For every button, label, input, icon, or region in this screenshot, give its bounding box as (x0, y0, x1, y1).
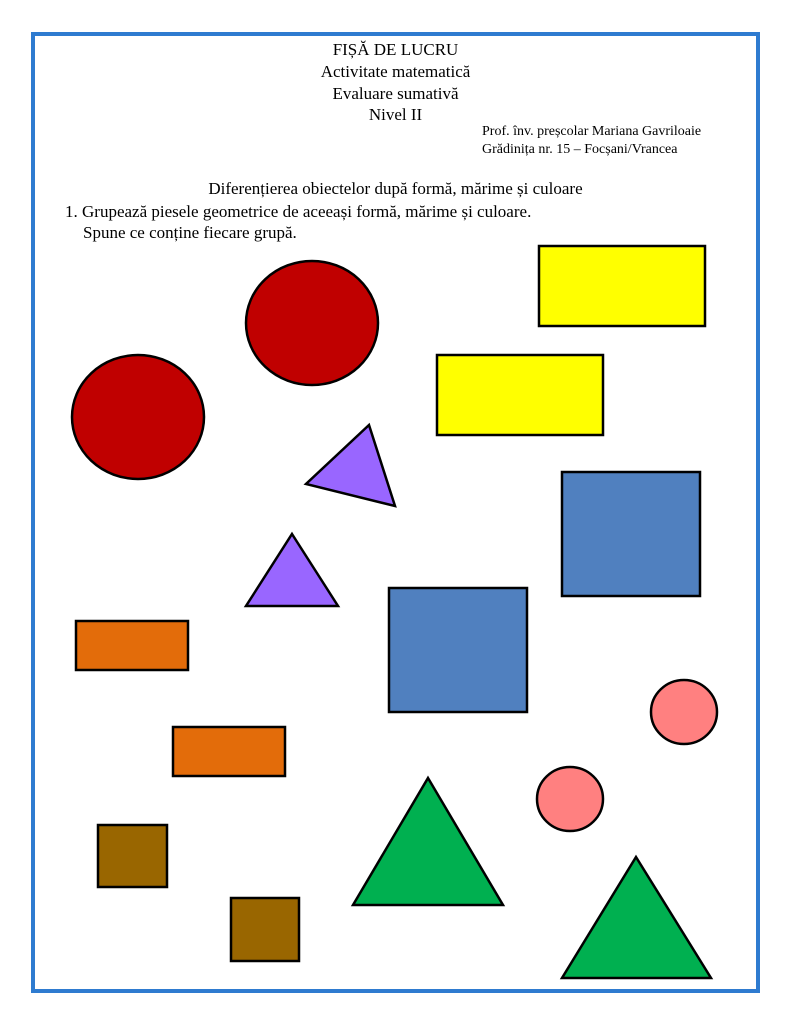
evaluation-label: Evaluare sumativă (332, 84, 459, 103)
blue-square-center (389, 588, 527, 712)
red-circle-large-top (246, 261, 378, 385)
orange-rectangle-bottom (173, 727, 285, 776)
brown-square-left (98, 825, 167, 887)
red-circle-large-left (72, 355, 204, 479)
level-label: Nivel II (368, 105, 423, 124)
school-name: Grădinița nr. 15 – Focșani/Vrancea (482, 142, 678, 157)
worksheet-title: FIȘĂ DE LUCRU (332, 40, 459, 59)
subject-heading: Diferențierea obiectelor după formă, mărime și culoare (208, 179, 583, 198)
purple-triangle-rotated (306, 425, 395, 506)
purple-triangle (246, 534, 338, 606)
pink-circle-right (651, 680, 717, 744)
teacher-name: Prof. înv. preșcolar Mariana Gavriloaie (482, 124, 702, 139)
task-instruction-continued: Spune ce conține fiecare grupă. (83, 223, 297, 242)
yellow-rectangle-middle (437, 355, 603, 435)
pink-circle-center (537, 767, 603, 831)
green-triangle-right (562, 857, 711, 978)
brown-square-bottom (231, 898, 299, 961)
blue-square-right (562, 472, 700, 596)
activity-label: Activitate matematică (320, 62, 471, 81)
yellow-rectangle-top (539, 246, 705, 326)
green-triangle-center (353, 778, 503, 905)
task-instruction: 1. Grupează piesele geometrice de aceeași formă, mărime și culoare. (65, 202, 532, 221)
orange-rectangle-top (76, 621, 188, 670)
